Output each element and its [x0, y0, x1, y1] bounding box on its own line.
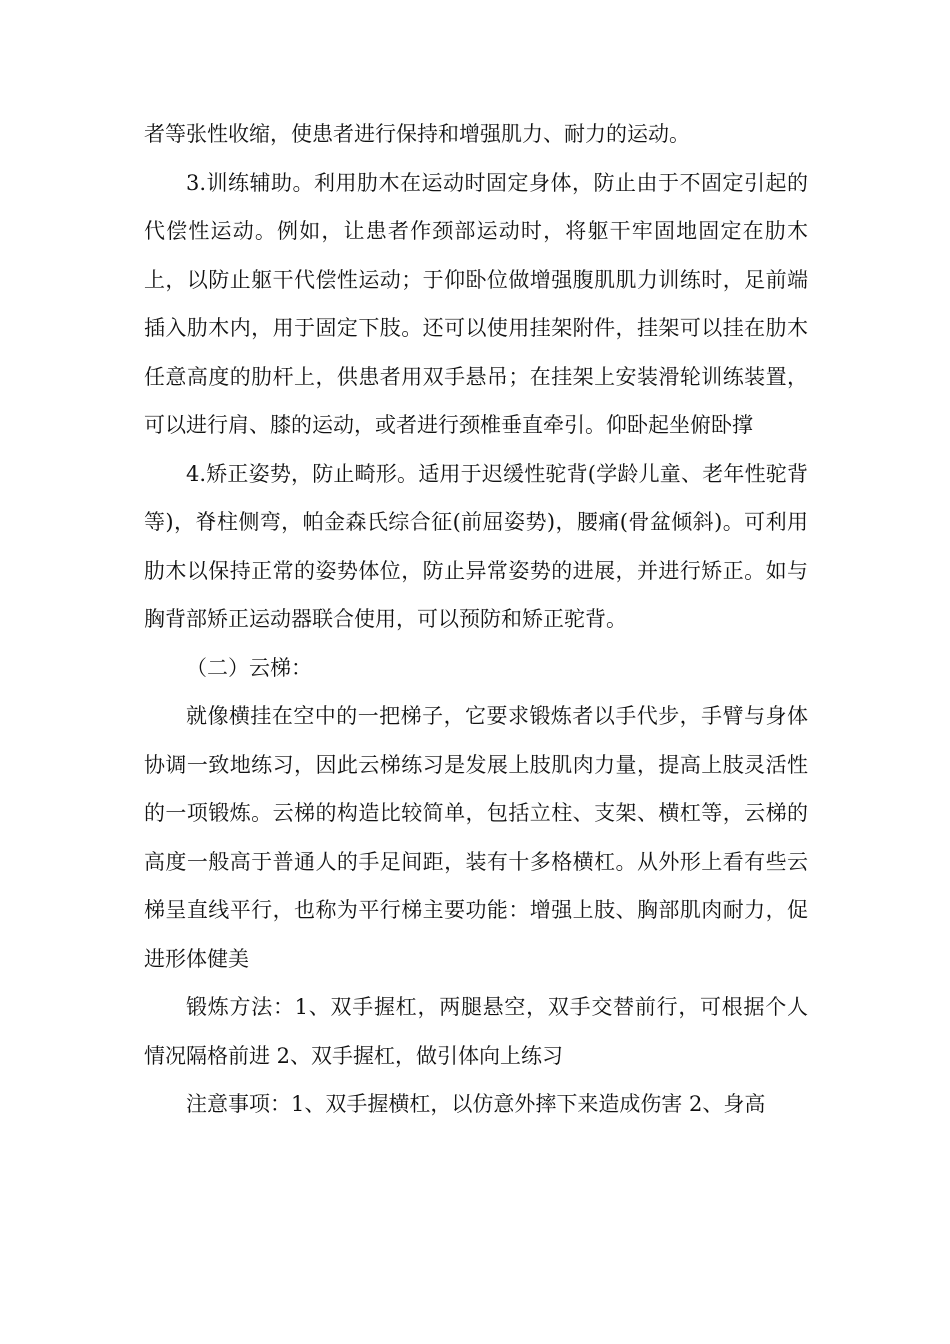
- paragraph-precautions: 注意事项：1、双手握横杠，以仿意外摔下来造成伤害 2、身高: [186, 1092, 766, 1116]
- paragraph-continuation: 者等张性收缩，使患者进行保持和增强肌力、耐力的运动。: [144, 122, 690, 146]
- paragraph-posture-correction: 4.矫正姿势，防止畸形。适用于迟缓性驼背(学龄儿童、老年性驼背等)，脊柱侧弯，帕金森氏综合征(前屈姿势)，腰痛(骨盆倾斜)。可利用肋木以保持正常的姿势体位，防止异常姿势的进展，并进行矫正。如与胸背部矫正运动器联合使用，可以预防和矫正驼背。: [144, 461, 808, 631]
- section-heading-ladder: （二）云梯：: [186, 655, 312, 680]
- paragraph-ladder-description: 就像横挂在空中的一把梯子，它要求锻炼者以手代步，手臂与身体协调一致地练习，因此云梯练习是发展上肢肌肉力量，提高上肢灵活性的一项锻炼。云梯的构造比较简单，包括立柱、支架、横杠等，云梯的高度一般高于普通人的手足间距，装有十多格横杠。从外形上看有些云梯呈直线平行，也称为平行梯主要功能：增强上肢、胸部肌肉耐力，促进形体健美: [144, 704, 808, 971]
- body-text: [144, 110, 808, 1129]
- paragraph-exercise-method: 锻炼方法：1、双手握杠，两腿悬空，双手交替前行，可根据个人情况隔格前进 2、双手握杠，做引体向上练习: [144, 995, 808, 1068]
- paragraph-training-assist: 3.训练辅助。利用肋木在运动时固定身体，防止由于不固定引起的代偿性运动。例如，让患者作颈部运动时，将躯干牢固地固定在肋木上，以防止躯干代偿性运动；于仰卧位做增强腹肌肌力训练时，足前端插入肋木内，用于固定下肢。还可以使用挂架附件，挂架可以挂在肋木任意高度的肋杆上，供患者用双手悬吊；在挂架上安装滑轮训练装置，可以进行肩、膝的运动，或者进行颈椎垂直牵引。仰卧起坐俯卧撑: [144, 170, 808, 437]
